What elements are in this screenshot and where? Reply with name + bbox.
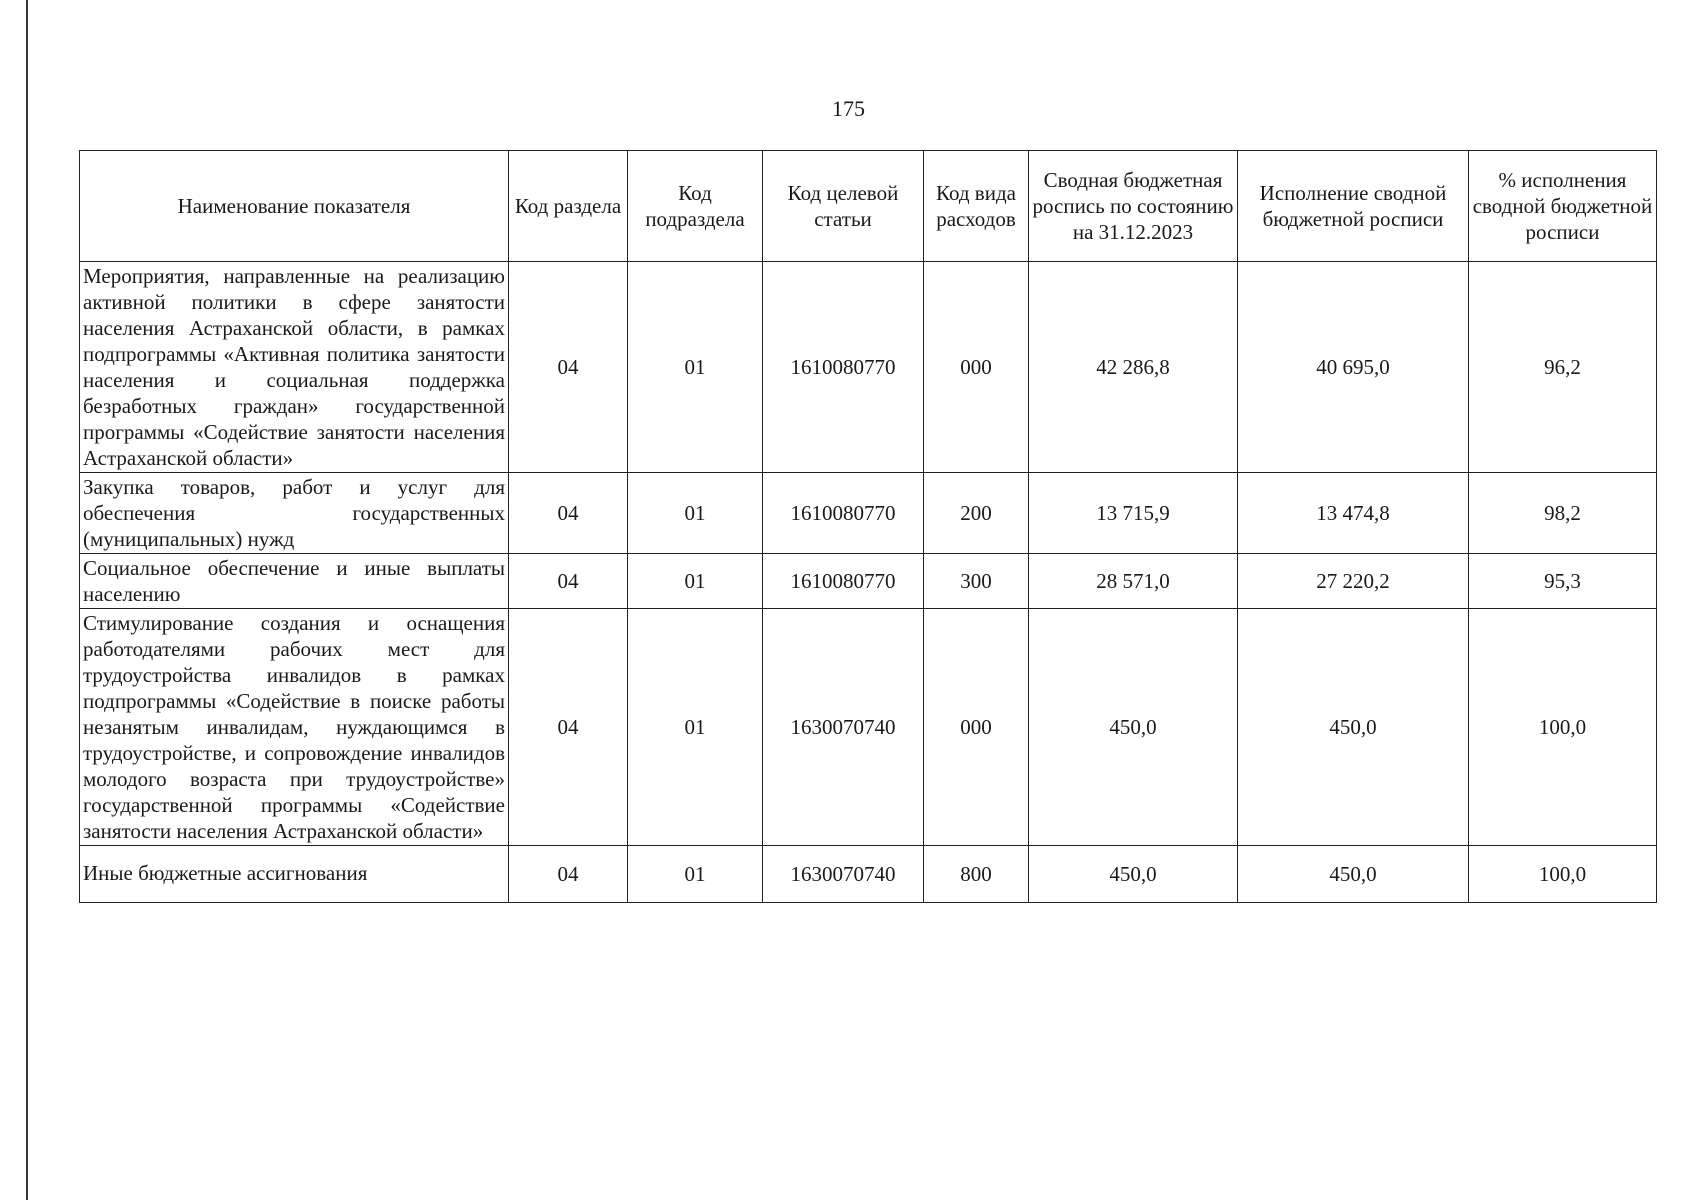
- row-target-code: 1630070740: [763, 609, 924, 846]
- row-expense-type-code: 300: [924, 554, 1029, 609]
- row-budget-execution: 40 695,0: [1238, 262, 1469, 473]
- row-indicator-name: Иные бюджетные ассигнования: [80, 846, 509, 903]
- row-expense-type-code: 800: [924, 846, 1029, 903]
- table-row: [80, 609, 1657, 846]
- row-section-code: 04: [509, 473, 628, 554]
- header-subsection-code: Код подраздела: [628, 151, 763, 262]
- row-section-code: 04: [509, 609, 628, 846]
- row-expense-type-code: 000: [924, 609, 1029, 846]
- row-budget-plan: 42 286,8: [1029, 262, 1238, 473]
- header-execution-percent: % исполнения сводной бюджетной росписи: [1469, 151, 1657, 262]
- row-section-code: 04: [509, 554, 628, 609]
- row-execution-percent: 96,2: [1469, 262, 1657, 473]
- header-budget-execution: Исполнение сводной бюджетной росписи: [1238, 151, 1469, 262]
- header-expense-type-code: Код вида расходов: [924, 151, 1029, 262]
- row-subsection-code: 01: [628, 262, 763, 473]
- row-indicator-name: Мероприятия, направленные на реализацию активной политики в сфере занятости населения Астраханской области, в рамках подпрограммы «Активная политика занятости населения и социальная поддержка безработных граждан» государственной программы «Содействие занятости населения Астраханской области»: [80, 262, 509, 473]
- table-row: [80, 554, 1657, 609]
- row-execution-percent: 98,2: [1469, 473, 1657, 554]
- row-budget-plan: 450,0: [1029, 846, 1238, 903]
- row-target-code: 1630070740: [763, 846, 924, 903]
- row-budget-execution: 450,0: [1238, 609, 1469, 846]
- table-row: [80, 846, 1657, 903]
- row-expense-type-code: 000: [924, 262, 1029, 473]
- row-indicator-name: Социальное обеспечение и иные выплаты населению: [80, 554, 509, 609]
- row-section-code: 04: [509, 262, 628, 473]
- row-budget-execution: 27 220,2: [1238, 554, 1469, 609]
- row-subsection-code: 01: [628, 846, 763, 903]
- header-budget-plan: Сводная бюджетная роспись по состоянию на 31.12.2023: [1029, 151, 1238, 262]
- row-subsection-code: 01: [628, 554, 763, 609]
- header-section-code: Код раздела: [509, 151, 628, 262]
- row-budget-execution: 450,0: [1238, 846, 1469, 903]
- row-subsection-code: 01: [628, 473, 763, 554]
- table-row: [80, 473, 1657, 554]
- row-budget-plan: 28 571,0: [1029, 554, 1238, 609]
- row-execution-percent: 95,3: [1469, 554, 1657, 609]
- header-target-code: Код целевой статьи: [763, 151, 924, 262]
- row-budget-plan: 13 715,9: [1029, 473, 1238, 554]
- row-target-code: 1610080770: [763, 473, 924, 554]
- row-indicator-name: Закупка товаров, работ и услуг для обеспечения государственных (муниципальных) нужд: [80, 473, 509, 554]
- row-target-code: 1610080770: [763, 554, 924, 609]
- table-header-row: [80, 151, 1657, 262]
- row-budget-plan: 450,0: [1029, 609, 1238, 846]
- budget-execution-table: [79, 150, 1657, 903]
- page-number: 175: [832, 96, 865, 121]
- row-subsection-code: 01: [628, 609, 763, 846]
- row-budget-execution: 13 474,8: [1238, 473, 1469, 554]
- table-row: [80, 262, 1657, 473]
- binding-edge-line: [26, 0, 28, 1200]
- row-indicator-name: Стимулирование создания и оснащения работодателями рабочих мест для трудоустройства инвалидов в рамках подпрограммы «Содействие в поиске работы незанятым инвалидам, нуждающимся в трудоустройстве, и сопровождение инвалидов молодого возраста при трудоустройстве» государственной программы «Содействие занятости населения Астраханской области»: [80, 609, 509, 846]
- row-section-code: 04: [509, 846, 628, 903]
- row-execution-percent: 100,0: [1469, 609, 1657, 846]
- header-indicator-name: Наименование показателя: [80, 151, 509, 262]
- row-execution-percent: 100,0: [1469, 846, 1657, 903]
- row-target-code: 1610080770: [763, 262, 924, 473]
- row-expense-type-code: 200: [924, 473, 1029, 554]
